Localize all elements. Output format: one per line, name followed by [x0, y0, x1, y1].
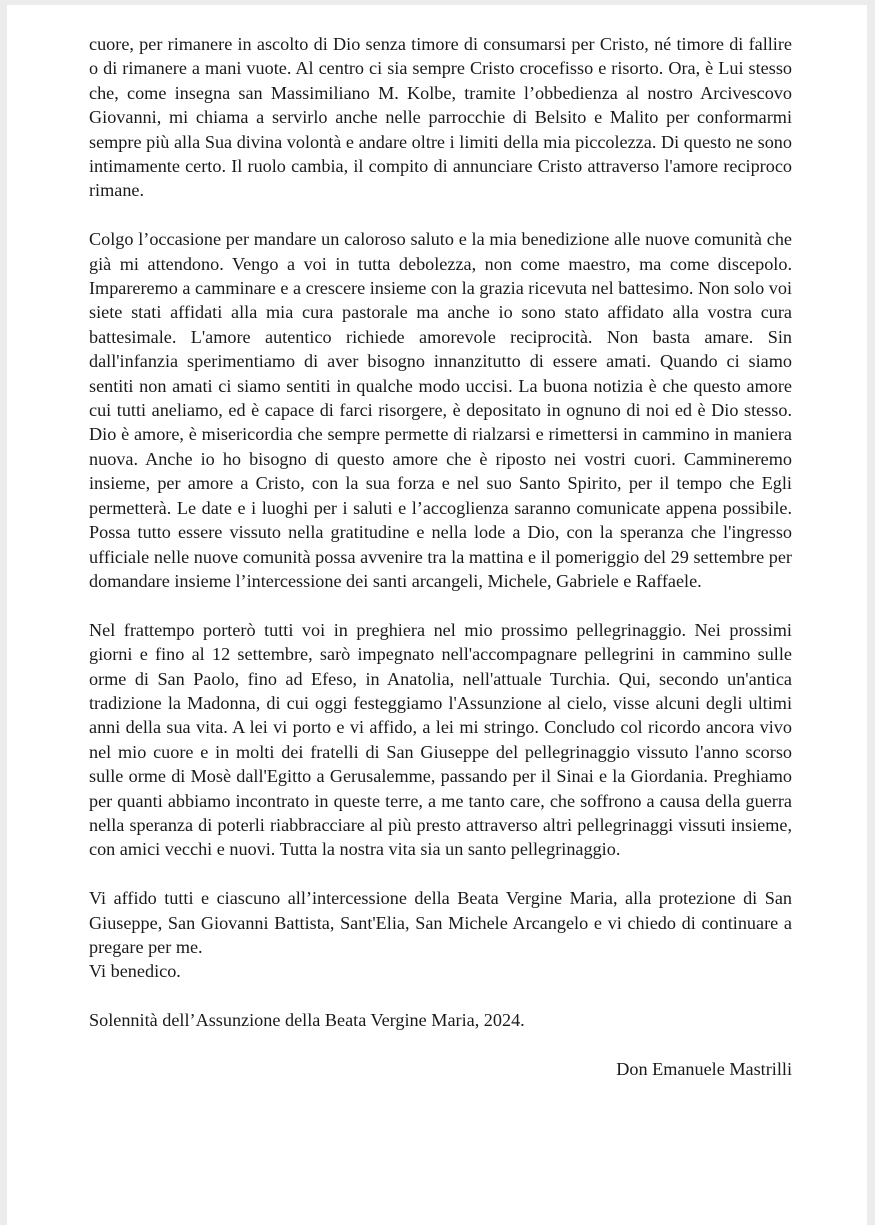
paragraph-greeting-communities: Colgo l’occasione per mandare un caloroso saluto e la mia benedizione alle nuove comunità che già mi attendono. Vengo a voi in tutta debolezza, non come maestro, ma come discepolo. Impareremo a camminare e a crescere insieme con la grazia ricevuta nel battesimo. Non solo voi siete stati affidati alla mia cura pastorale ma anche io sono stato affidato alla vostra cura battesimale. L'amore autentico richiede amorevole reciprocità. Non basta amare. Sin dall'infanzia sperimentiamo di aver bisogno innanzitutto di essere amati. Quando ci siamo sentiti non amati ci siamo sentiti in qualche modo uccisi. La buona notizia è che questo amore cui tutti aneliamo, ed è capace di farci risorgere, è depositato in ognuno di noi ed è Dio stesso. Dio è amore, è misericordia che sempre permette di rialzarsi e rimettersi in cammino in maniera nuova. Anche io ho bisogno di questo amore che è riposto nei vostri cuori. Cammineremo insieme, per amore a Cristo, con la sua forza e nel suo Santo Spirito, per il tempo che Egli permetterà. Le date e i luoghi per i saluti e l’accoglienza saranno comunicate appena possibile. Possa tutto essere vissuto nella gratitudine e nella lode a Dio, con la speranza che l'ingresso ufficiale nelle nuove comunità possa avvenire tra la mattina e il pomeriggio del 29 settembre per domandare insieme l’intercessione dei santi arcangeli, Michele, Gabriele e Raffaele.: [89, 229, 792, 591]
letter-page: [7, 5, 867, 1225]
closing-block: [89, 886, 792, 984]
paragraph-vocation: cuore, per rimanere in ascolto di Dio senza timore di consumarsi per Cristo, né timore di fallire o di rimanere a mani vuote. Al centro ci sia sempre Cristo crocefisso e risorto. Ora, è Lui stesso che, come insegna san Massimiliano M. Kolbe, tramite l’obbedienza al nostro Arcivescovo Giovanni, mi chiama a servirlo anche nelle parrocchie di Belsito e Malito per conformarmi sempre più alla Sua divina volontà e andare oltre i limiti della mia piccolezza. Di questo ne sono intimamente certo. Il ruolo cambia, il compito di annunciare Cristo attraverso l'amore reciproco rimane.: [89, 34, 792, 201]
signature: Don Emanuele Mastrilli: [616, 1058, 792, 1079]
entrustment-text: Vi affido tutti e ciascuno all’intercessione della Beata Vergine Maria, alla protezione di San Giuseppe, San Giovanni Battista, Sant'Elia, San Michele Arcangelo e vi chiedo di continuare a pregare per me.: [89, 888, 792, 957]
blessing-text: Vi benedico.: [89, 961, 181, 982]
date-line: Solennità dell’Assunzione della Beata Vergine Maria, 2024.: [89, 1010, 525, 1031]
letter-body: [89, 32, 792, 1106]
paragraph-pilgrimage: Nel frattempo porterò tutti voi in preghiera nel mio prossimo pellegrinaggio. Nei prossimi giorni e fino al 12 settembre, sarò impegnato nell'accompagnare pellegrini in cammino sulle orme di San Paolo, fino ad Efeso, in Anatolia, nell'attuale Turchia. Qui, secondo un'antica tradizione la Madonna, di cui oggi festeggiamo l'Assunzione al cielo, visse alcuni degli ultimi anni della sua vita. A lei vi porto e vi affido, a lei mi stringo. Concludo col ricordo ancora vivo nel mio cuore e in molti dei fratelli di San Giuseppe del pellegrinaggio vissuto l'anno scorso sulle orme di Mosè dall'Egitto a Gerusalemme, passando per il Sinai e la Giordania. Preghiamo per quanti abbiamo incontrato in queste terre, a me tanto care, che soffrono a causa della guerra nella speranza di poterli riabbracciare al più presto attraverso altri pellegrinaggi vissuti insieme, con amici vecchi e nuovi. Tutta la nostra vita sia un santo pellegrinaggio.: [89, 619, 792, 860]
